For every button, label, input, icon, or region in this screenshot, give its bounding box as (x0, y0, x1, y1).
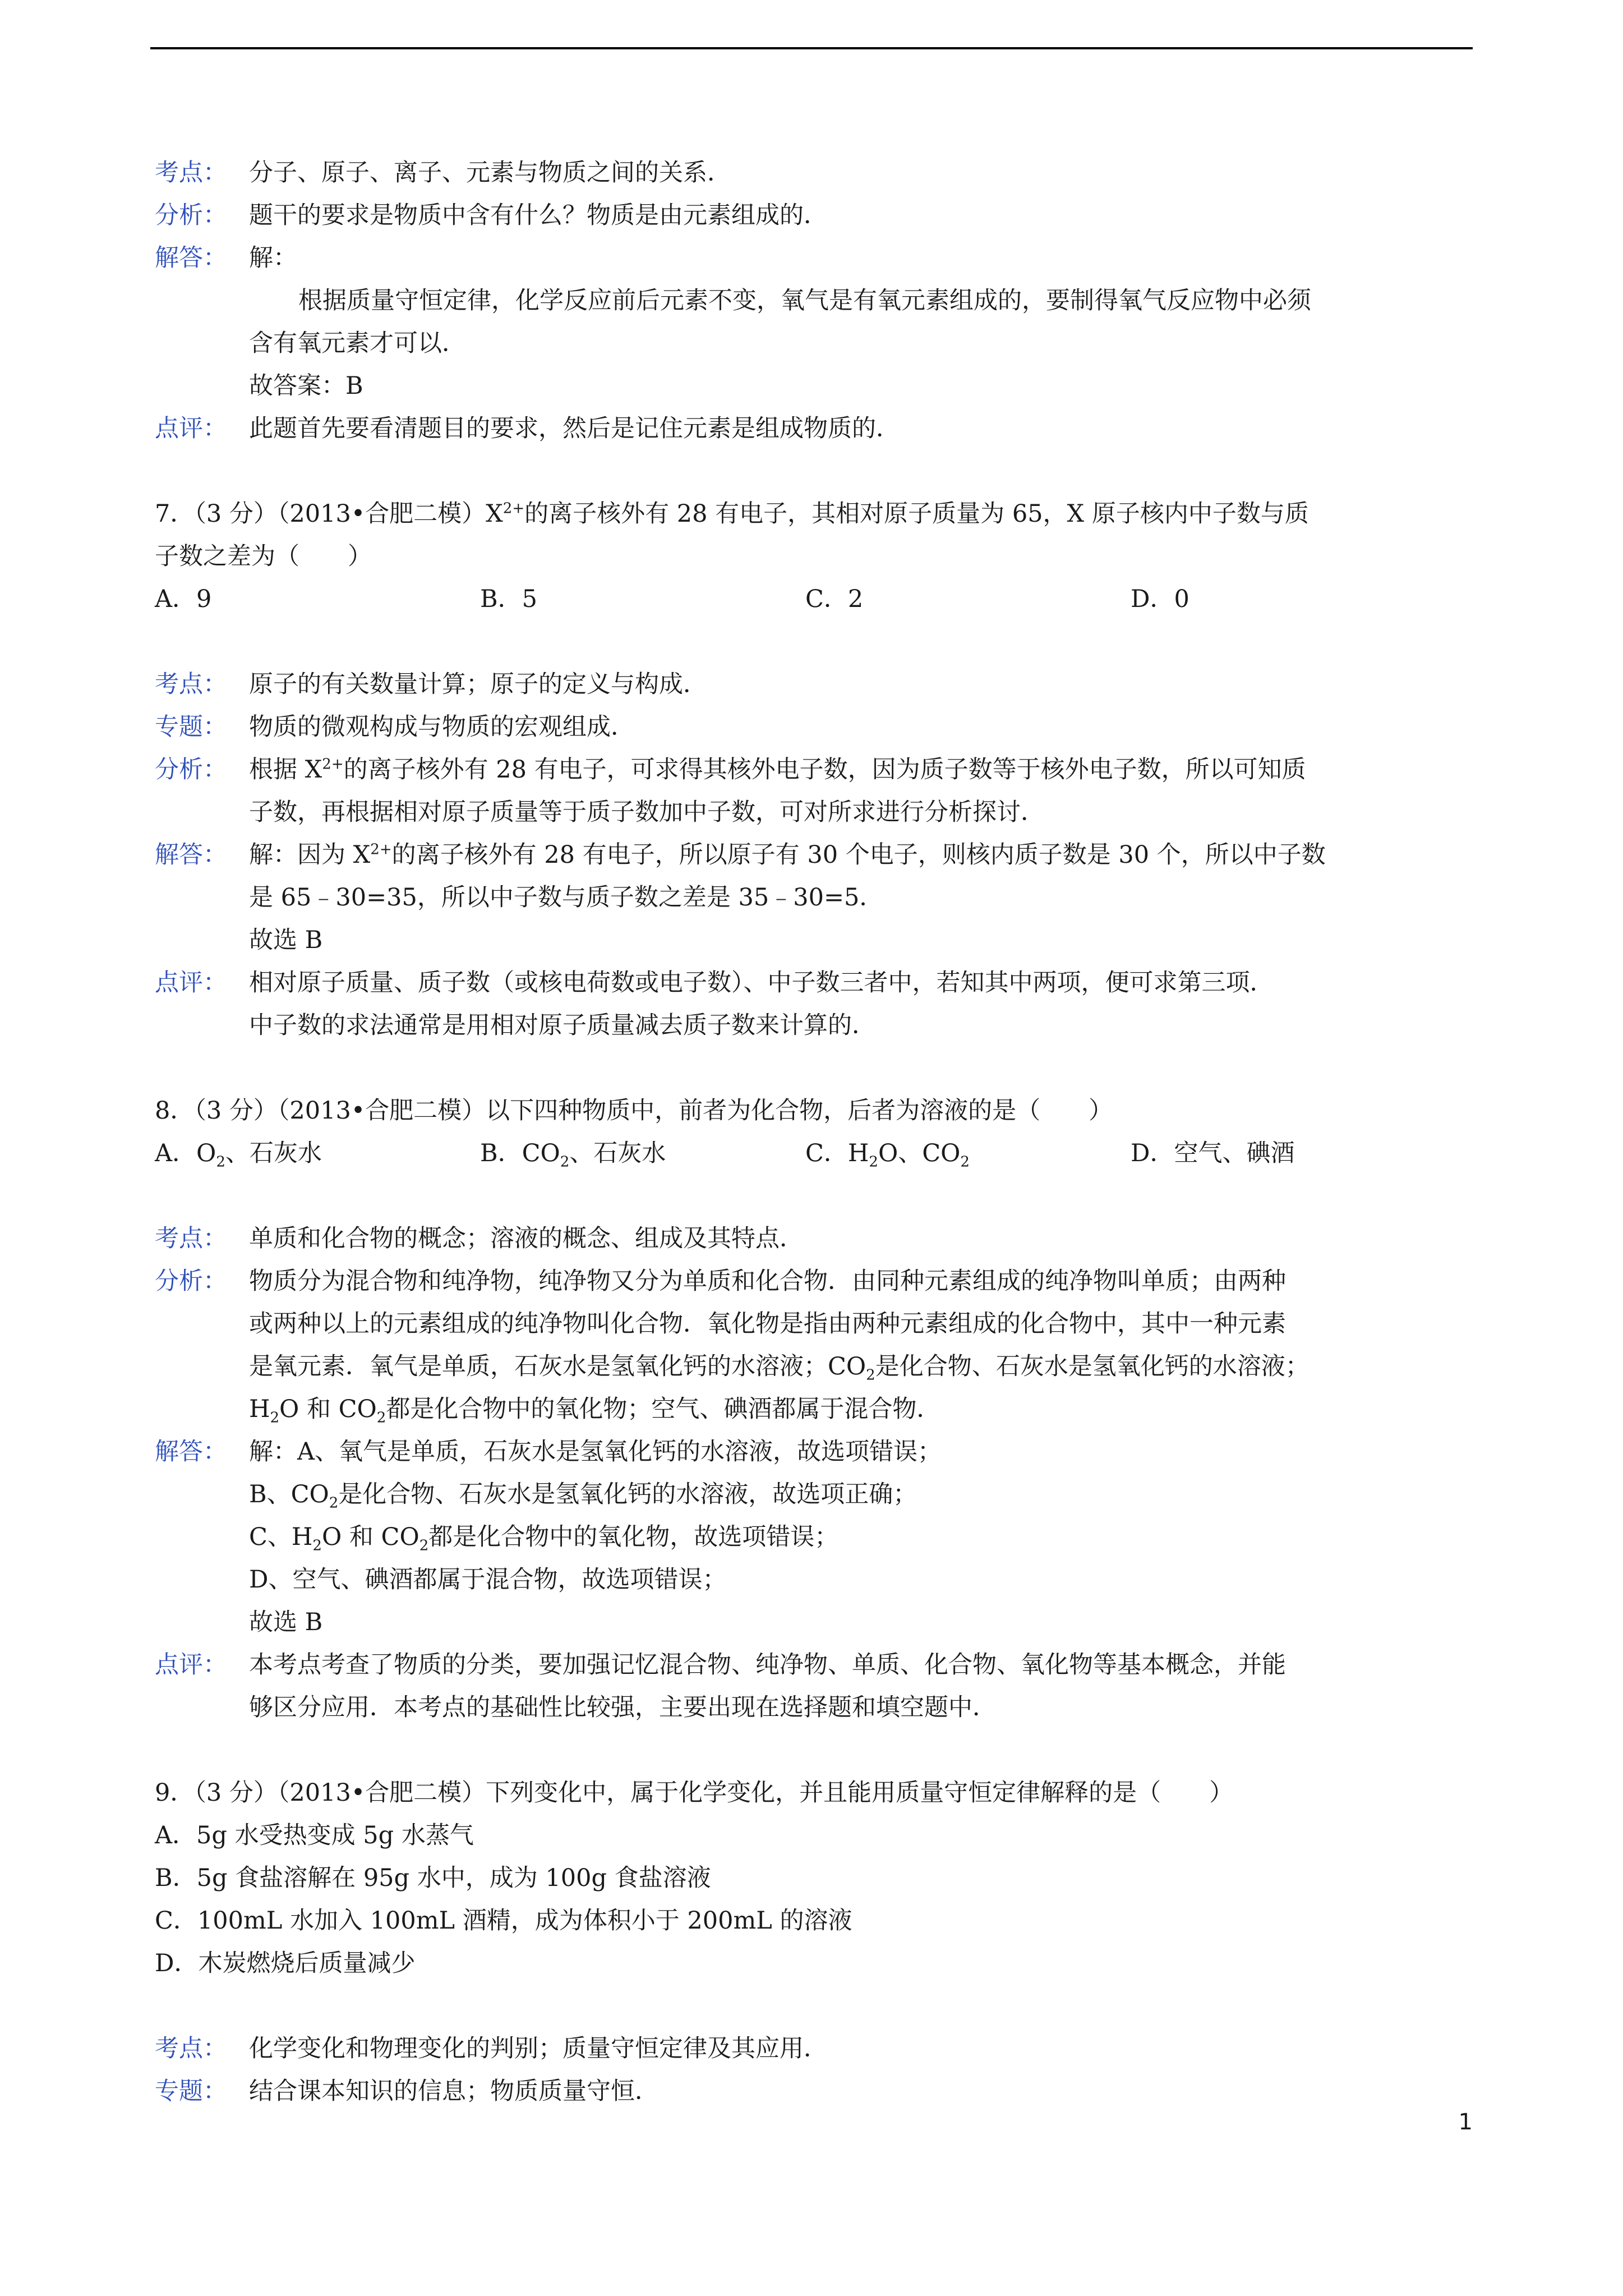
q7-option-a: A．9 (155, 585, 212, 613)
label-zhuanti: 专题： (155, 713, 227, 741)
q7-stem-line1: 7．（3 分）（2013•合肥二模）$X^{2+}$的离子核外有 28 有电子，其相对原子质量为 65，X 原子核内中子数与质 (155, 500, 1309, 528)
q7-dianping: 点评： 相对原子质量、质子数（或核电荷数或电子数）、中子数三者中，若知其中两项，便可求第三项． (155, 969, 1274, 997)
q8-jieda-line4: D、空气、碘酒都属于混合物，故选项错误； (249, 1566, 727, 1594)
q8-answer: 故选 B (249, 1608, 323, 1636)
q7-answer: 故选 B (249, 926, 323, 954)
header-rule (150, 47, 1473, 49)
q8-stem: 8．（3 分）（2013•合肥二模）以下四种物质中，前者为化合物，后者为溶液的是（ ） (155, 1097, 1113, 1125)
label-dianping: 点评： (155, 415, 227, 443)
document-body (155, 151, 1478, 2113)
q8-fenxi-line4: $H_2O$ 和 $CO_2$都是化合物中的氧化物；空气、碘酒都属于混合物． (249, 1395, 941, 1427)
label-kaodian: 考点： (155, 159, 227, 187)
q8-jieda-line3: C、$H_2O$ 和 $CO_2$都是化合物中的氧化物，故选项错误； (249, 1523, 839, 1554)
q8-jieda-line2: B、$CO_2$是化合物、石灰水是氢氧化钙的水溶液，故选项正确； (249, 1480, 917, 1512)
q6-explanation-line1: 根据质量守恒定律，化学反应前后元素不变，氧气是有氧元素组成的，要制得氧气反应物中必须 (298, 287, 1311, 315)
q6-dianping: 点评： 此题首先要看清题目的要求，然后是记住元素是组成物质的． (155, 407, 1478, 450)
q7-fenxi: 分析： 根据 $X^{2+}$的离子核外有 28 有电子，可求得其核外电子数，因为质子数等于核外电子数，所以可知质 (155, 756, 1306, 784)
q7-kaodian: 考点： 原子的有关数量计算；原子的定义与构成． (155, 670, 707, 698)
q7-jieda-line2: 是 65﹣30=35，所以中子数与质子数之差是 35﹣30=5． (249, 884, 884, 912)
q9-zhuanti: 专题： 结合课本知识的信息；物质质量守恒． (155, 2077, 659, 2105)
q8-options (155, 1132, 1478, 1175)
q7-stem-line2: 子数之差为（ ） (155, 542, 372, 570)
q6-kaodian: 考点： 分子、原子、离子、元素与物质之间的关系． (155, 151, 1478, 194)
q8-fenxi-line3: 是氧元素．氧气是单质，石灰水是氢氧化钙的水溶液；$CO_2$是化合物、石灰水是氢氧化钙的水溶液； (249, 1352, 1310, 1384)
q7-zhuanti: 专题： 物质的微观构成与物质的宏观组成． (155, 706, 1478, 748)
q8-fenxi-line2: 或两种以上的元素组成的纯净物叫化合物．氧化物是指由两种元素组成的化合物中，其中一种元素 (249, 1310, 1286, 1338)
spacer (155, 1047, 1478, 1089)
q6-answer: 故答案：B (249, 372, 363, 400)
q7-option-d: D．0 (1131, 585, 1189, 613)
q9-kaodian: 考点： 化学变化和物理变化的判别；质量守恒定律及其应用． (155, 2035, 828, 2063)
spacer (155, 620, 1478, 663)
spacer (155, 450, 1478, 493)
label-jieda: 解答： (155, 244, 227, 272)
q9-option-a: A．5g 水受热变成 5g 水蒸气 (155, 1821, 474, 1849)
q7-option-b: B．5 (480, 585, 537, 613)
q7-dianping-line2: 中子数的求法通常是用相对原子质量减去质子数来计算的． (249, 1011, 876, 1039)
q7-options (155, 578, 1478, 620)
q6-jieda: 解答： 解： (155, 237, 1478, 279)
q8-option-c: C．$H_2O$、$CO_2$ (805, 1139, 970, 1171)
page-number: 1 (1458, 2109, 1473, 2135)
q8-fenxi: 分析： 物质分为混合物和纯净物，纯净物又分为单质和化合物．由同种元素组成的纯净物叫单质；由两种 (155, 1267, 1286, 1295)
q7-jieda: 解答： 解：因为 $X^{2+}$的离子核外有 28 有电子，所以原子有 30 个电子，则核内质子数是 30 个，所以中子数 (155, 841, 1326, 869)
q8-option-a: A．$O_2$、石灰水 (155, 1139, 322, 1171)
q8-dianping-line2: 够区分应用．本考点的基础性比较强，主要出现在选择题和填空题中． (249, 1694, 997, 1722)
q8-jieda: 解答： 解：A、氧气是单质，石灰水是氢氧化钙的水溶液，故选项错误； (155, 1438, 942, 1466)
q9-option-c: C．100mL 水加入 100mL 酒精，成为体积小于 200mL 的溶液 (155, 1907, 852, 1935)
label-fenxi: 分析： (155, 201, 227, 229)
q7-option-c: C．2 (805, 585, 864, 613)
q7-fenxi-line2: 子数，再根据相对原子质量等于质子数加中子数，可对所求进行分析探讨． (249, 798, 1045, 826)
q6-explanation-line2: 含有氧元素才可以． (249, 329, 466, 357)
spacer (155, 1175, 1478, 1217)
q9-option-d: D．木炭燃烧后质量减少 (155, 1949, 416, 1977)
q6-fenxi: 分析： 题干的要求是物质中含有什么？物质是由元素组成的． (155, 194, 1478, 237)
spacer (155, 1729, 1478, 1772)
q8-option-d: D．空气、碘酒 (1131, 1139, 1295, 1167)
q9-option-b: B．5g 食盐溶解在 95g 水中，成为 100g 食盐溶液 (155, 1864, 711, 1892)
q8-kaodian: 考点： 单质和化合物的概念；溶液的概念、组成及其特点． (155, 1225, 804, 1253)
q9-stem: 9．（3 分）（2013•合肥二模）下列变化中，属于化学变化，并且能用质量守恒定律解释的是（ ） (155, 1779, 1234, 1807)
q8-dianping: 点评： 本考点考查了物质的分类，要加强记忆混合物、纯净物、单质、化合物、氧化物等基本概念，并能 (155, 1651, 1286, 1679)
q8-option-b: B．$CO_2$、石灰水 (480, 1139, 666, 1171)
spacer (155, 1985, 1478, 2027)
